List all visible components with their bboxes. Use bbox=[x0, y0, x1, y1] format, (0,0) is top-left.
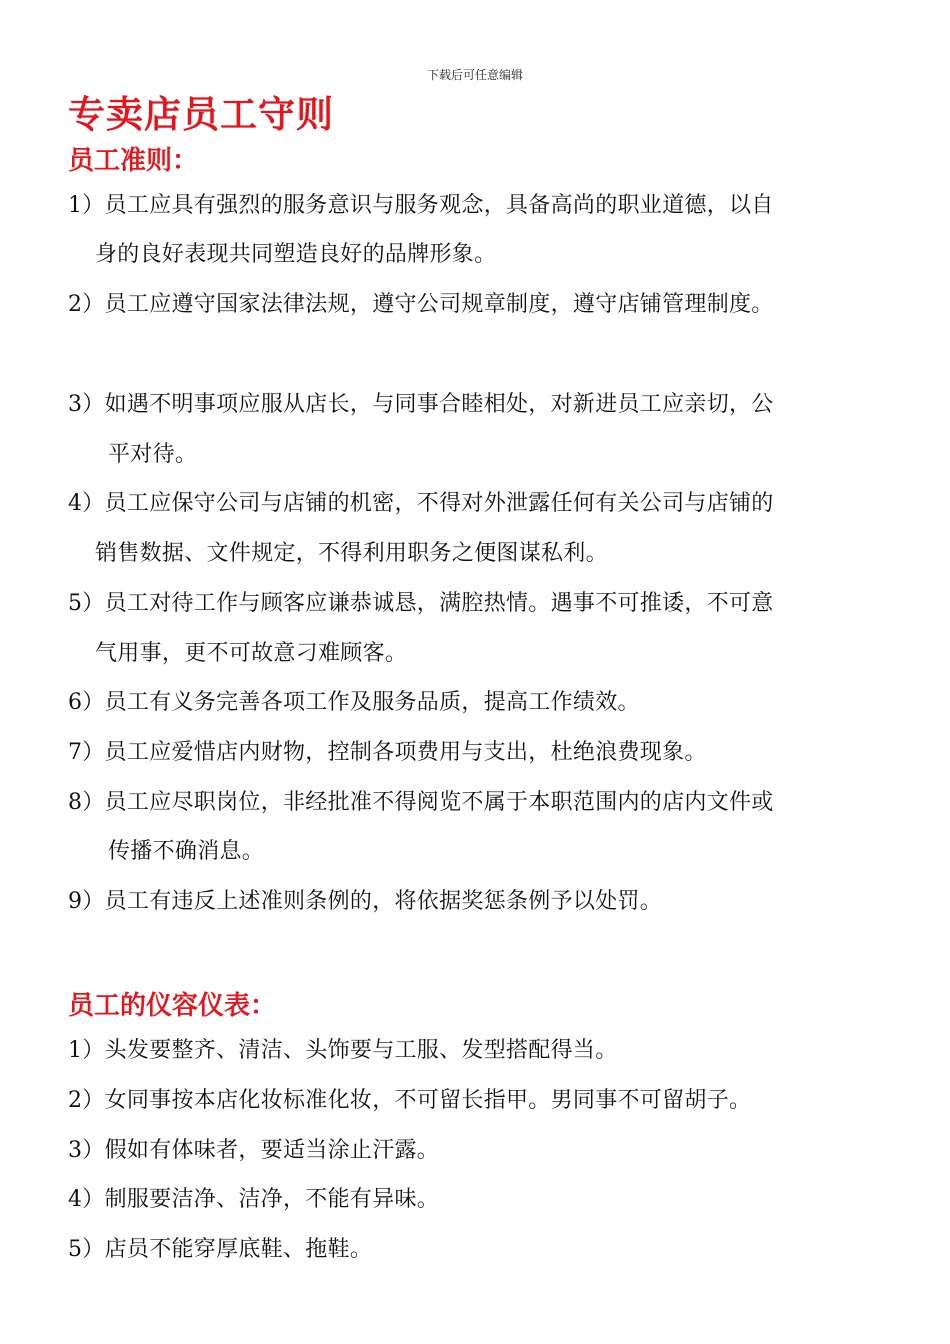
rule-5-line-2: 气用事，更不可故意刁难顾客。 bbox=[95, 641, 408, 666]
header-note: 下载后可任意编辑 bbox=[426, 68, 523, 82]
section-title-employee-rules: 员工准则： bbox=[68, 146, 199, 176]
rule-8-line-1: 8）员工应尽职岗位，非经批准不得阅览不属于本职范围内的店内文件或 bbox=[68, 790, 774, 815]
rule-4-line-1: 4）员工应保守公司与店铺的机密，不得对外泄露任何有关公司与店铺的 bbox=[68, 491, 774, 516]
rule-4-line-2: 销售数据、文件规定，不得利用职务之便图谋私利。 bbox=[95, 541, 608, 566]
document-title: 专卖店员工守则 bbox=[68, 93, 334, 136]
rule-2-line-1: 2）员工应遵守国家法律法规，遵守公司规章制度，遵守店铺管理制度。 bbox=[68, 292, 774, 317]
rule-6-line-1: 6）员工有义务完善各项工作及服务品质，提高工作绩效。 bbox=[68, 690, 640, 715]
appearance-4: 4）制服要洁净、洁净，不能有异味。 bbox=[68, 1187, 440, 1212]
rule-5-line-1: 5）员工对待工作与顾客应谦恭诚恳，满腔热情。遇事不可推诿，不可意 bbox=[68, 591, 774, 616]
rule-7-line-1: 7）员工应爱惜店内财物，控制各项费用与支出，杜绝浪费现象。 bbox=[68, 740, 707, 765]
appearance-5: 5）店员不能穿厚底鞋、拖鞋。 bbox=[68, 1237, 373, 1262]
section-title-appearance: 员工的仪容仪表： bbox=[68, 991, 277, 1021]
rule-3-line-1: 3）如遇不明事项应服从店长，与同事合睦相处，对新进员工应亲切，公 bbox=[68, 392, 774, 417]
appearance-2: 2）女同事按本店化妆标准化妆，不可留长指甲。男同事不可留胡子。 bbox=[68, 1088, 752, 1113]
rule-9-line-1: 9）员工有违反上述准则条例的，将依据奖惩条例予以处罚。 bbox=[68, 889, 663, 914]
appearance-1: 1）头发要整齐、清洁、头饰要与工服、发型搭配得当。 bbox=[68, 1038, 618, 1063]
rule-1-line-2: 身的良好表现共同塑造良好的品牌形象。 bbox=[95, 242, 497, 267]
rule-1-line-1: 1）员工应具有强烈的服务意识与服务观念，具备高尚的职业道德，以自 bbox=[68, 193, 774, 218]
appearance-3: 3）假如有体味者，要适当涂止汗露。 bbox=[68, 1138, 440, 1163]
rule-8-line-2: 传播不确消息。 bbox=[108, 839, 265, 864]
rule-3-line-2: 平对待。 bbox=[108, 442, 198, 467]
